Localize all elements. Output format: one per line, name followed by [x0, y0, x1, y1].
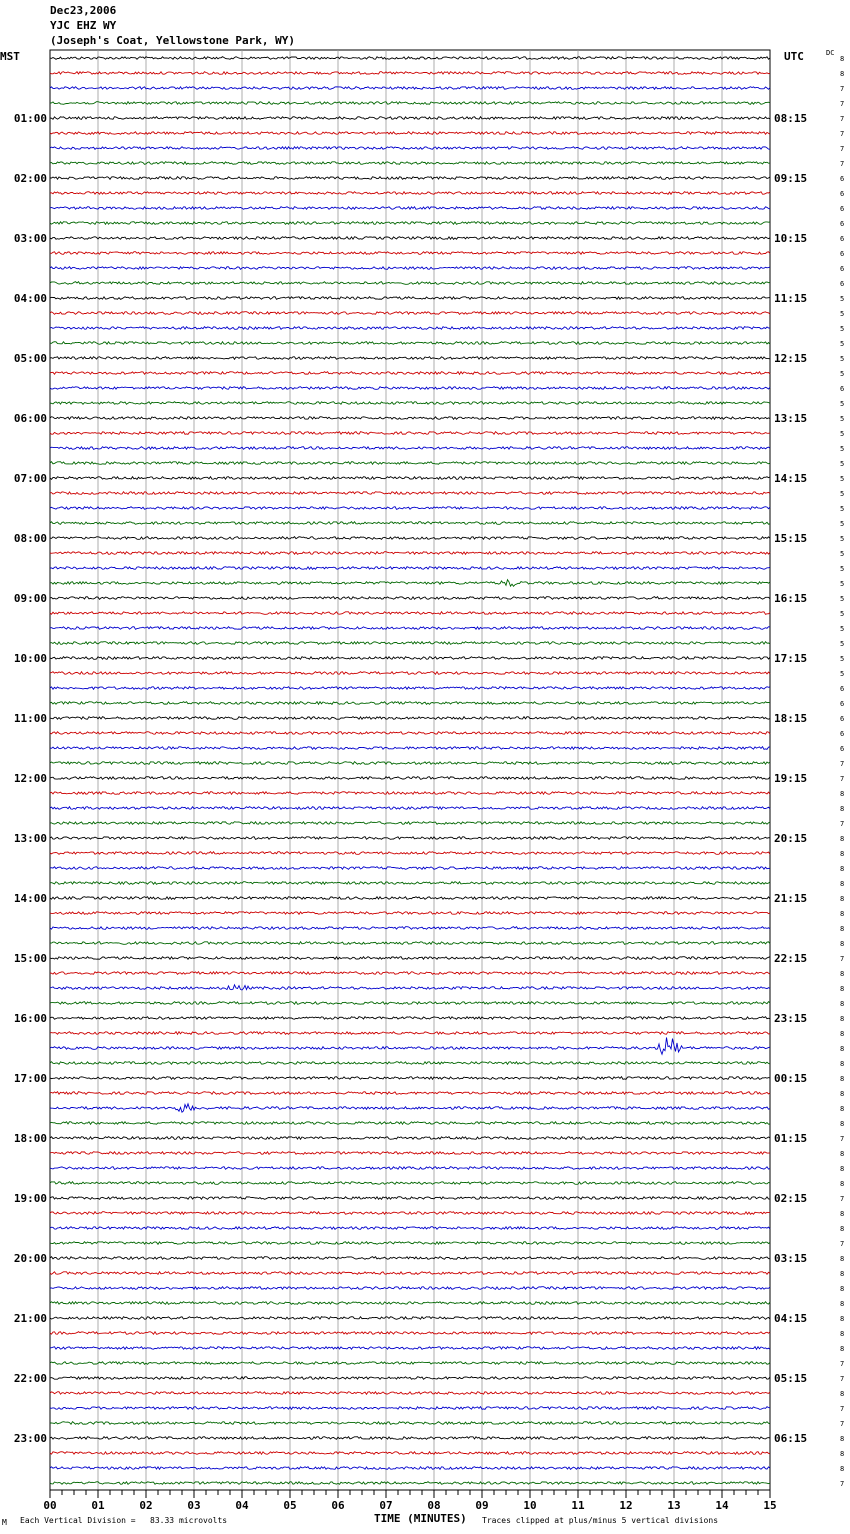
clip-value: 7 [840, 160, 845, 168]
clip-value: 5 [840, 415, 845, 423]
x-tick-label: 01 [91, 1499, 105, 1512]
clip-value: 7 [840, 85, 845, 93]
seismic-trace [50, 867, 770, 870]
clip-value: 8 [840, 1300, 845, 1308]
clip-value: 8 [840, 790, 845, 798]
station-code: YJC EHZ WY [50, 19, 117, 32]
seismic-trace [50, 1422, 770, 1425]
clip-value: 5 [840, 340, 845, 348]
clip-value: 5 [840, 310, 845, 318]
right-hour-label: 12:15 [774, 352, 808, 365]
clip-value: 6 [840, 730, 845, 738]
seismic-trace [50, 985, 770, 990]
clip-value: 5 [840, 325, 845, 333]
seismic-trace [50, 837, 770, 840]
clip-value: 7 [840, 145, 845, 153]
left-hour-label: 11:00 [13, 712, 47, 725]
seismic-trace [50, 957, 770, 960]
x-tick-label: 06 [331, 1499, 345, 1512]
left-hour-label: 07:00 [13, 472, 47, 485]
clip-value: 8 [840, 1315, 845, 1323]
seismic-trace [50, 1467, 770, 1470]
right-hour-label: 11:15 [774, 292, 808, 305]
seismic-trace [50, 477, 770, 480]
clip-value: 8 [840, 805, 845, 813]
clip-value: 5 [840, 295, 845, 303]
seismic-trace [50, 747, 770, 750]
seismic-trace [50, 1092, 770, 1095]
clip-note: Traces clipped at plus/minus 5 vertical divisions [482, 1516, 719, 1525]
clip-value: 5 [840, 490, 845, 498]
clip-value: 8 [840, 1105, 845, 1113]
clip-value: 6 [840, 280, 845, 288]
clip-value: 8 [840, 1120, 845, 1128]
clip-value: 8 [840, 1390, 845, 1398]
left-hour-label: 13:00 [13, 832, 47, 845]
seismic-trace [50, 1302, 770, 1305]
record-date: Dec23,2006 [50, 4, 117, 17]
seismic-trace [50, 252, 770, 255]
left-hour-label: 16:00 [13, 1012, 47, 1025]
seismic-trace [50, 1104, 770, 1112]
seismic-trace [50, 87, 770, 90]
left-hour-label: 05:00 [13, 352, 47, 365]
clip-value: 8 [840, 55, 845, 63]
clip-value: 8 [840, 880, 845, 888]
clip-value: 8 [840, 940, 845, 948]
seismic-trace [50, 807, 770, 810]
clip-value: 8 [840, 1255, 845, 1263]
seismic-trace [50, 192, 770, 195]
clip-value: 6 [840, 205, 845, 213]
right-hour-label: 15:15 [774, 532, 808, 545]
seismic-trace [50, 327, 770, 330]
clip-value: 5 [840, 565, 845, 573]
clip-value: 6 [840, 190, 845, 198]
clip-value: 7 [840, 1195, 845, 1203]
right-hour-label: 19:15 [774, 772, 808, 785]
right-hour-label: 13:15 [774, 412, 808, 425]
clip-value: 8 [840, 985, 845, 993]
clip-value: 7 [840, 130, 845, 138]
seismic-trace [50, 612, 770, 615]
clip-value: 5 [840, 535, 845, 543]
left-hour-label: 08:00 [13, 532, 47, 545]
scale-note: Each Vertical Division = 83.33 microvolts [20, 1516, 228, 1525]
left-hour-label: 12:00 [13, 772, 47, 785]
x-tick-label: 10 [523, 1499, 537, 1512]
seismic-trace [50, 1452, 770, 1455]
footer-mark: M [2, 1518, 7, 1527]
seismic-trace [50, 1212, 770, 1215]
seismic-trace [50, 57, 770, 60]
seismic-trace [50, 882, 770, 885]
clip-value: 8 [840, 1165, 845, 1173]
x-tick-label: 14 [715, 1499, 729, 1512]
left-hour-label: 02:00 [13, 172, 47, 185]
left-hour-label: 20:00 [13, 1252, 47, 1265]
left-hour-label: 21:00 [13, 1312, 47, 1325]
clip-value: 7 [840, 820, 845, 828]
seismic-trace [50, 1137, 770, 1140]
clip-value: 5 [840, 595, 845, 603]
right-hour-label: 08:15 [774, 112, 808, 125]
clip-value: 6 [840, 220, 845, 228]
seismic-trace [50, 237, 770, 240]
seismic-trace [50, 1077, 770, 1080]
seismic-trace [50, 297, 770, 300]
x-tick-label: 05 [283, 1499, 297, 1512]
x-tick-label: 03 [187, 1499, 201, 1512]
seismic-trace [50, 312, 770, 315]
clip-value: 5 [840, 610, 845, 618]
clip-value: 8 [840, 1210, 845, 1218]
clip-value: 6 [840, 685, 845, 693]
clip-value: 8 [840, 925, 845, 933]
clip-value: 7 [840, 1240, 845, 1248]
seismic-trace [50, 162, 770, 165]
right-hour-label: 00:15 [774, 1072, 808, 1085]
seismic-trace [50, 672, 770, 675]
seismic-trace [50, 537, 770, 540]
seismic-trace [50, 580, 770, 587]
clip-value: 8 [840, 1285, 845, 1293]
seismic-trace [50, 792, 770, 795]
x-tick-label: 08 [427, 1499, 441, 1512]
seismic-trace [50, 1407, 770, 1410]
clip-value: 8 [840, 1090, 845, 1098]
left-hour-label: 14:00 [13, 892, 47, 905]
seismic-trace [50, 1182, 770, 1185]
right-hour-label: 02:15 [774, 1192, 808, 1205]
seismic-trace [50, 1362, 770, 1365]
seismic-trace [50, 1167, 770, 1170]
clip-value: 8 [840, 1270, 845, 1278]
right-hour-label: 23:15 [774, 1012, 808, 1025]
left-hour-label: 06:00 [13, 412, 47, 425]
clip-value: 5 [840, 550, 845, 558]
right-hour-label: 18:15 [774, 712, 808, 725]
seismic-trace [50, 372, 770, 375]
seismic-trace [50, 1038, 770, 1055]
time-axis [43, 1490, 776, 1512]
clip-value: 8 [840, 1435, 845, 1443]
clip-value: 5 [840, 640, 845, 648]
right-hour-label: 01:15 [774, 1132, 808, 1145]
clip-value: 7 [840, 1480, 845, 1488]
clip-value: 8 [840, 1045, 845, 1053]
seismic-trace [50, 1227, 770, 1230]
station-location: (Joseph's Coat, Yellowstone Park, WY) [50, 34, 296, 47]
clip-value: 5 [840, 580, 845, 588]
seismic-trace [50, 702, 770, 705]
seismic-trace [50, 1032, 770, 1035]
right-hour-label: 09:15 [774, 172, 808, 185]
seismic-trace [50, 627, 770, 630]
seismic-trace [50, 1377, 770, 1380]
seismic-trace [50, 1272, 770, 1275]
clip-value: 5 [840, 460, 845, 468]
seismic-trace [50, 207, 770, 210]
right-hour-label: 22:15 [774, 952, 808, 965]
right-hour-label: 05:15 [774, 1372, 808, 1385]
left-hour-label: 22:00 [13, 1372, 47, 1385]
left-hour-label: 03:00 [13, 232, 47, 245]
seismic-trace [50, 1257, 770, 1260]
clip-value: 7 [840, 1360, 845, 1368]
seismic-trace [50, 687, 770, 690]
x-tick-label: 13 [667, 1499, 681, 1512]
seismic-trace [50, 1062, 770, 1065]
clip-value: 7 [840, 100, 845, 108]
seismic-trace [50, 222, 770, 225]
seismic-trace [50, 1017, 770, 1020]
clip-value: 6 [840, 235, 845, 243]
seismic-trace [50, 1152, 770, 1155]
x-tick-label: 09 [475, 1499, 489, 1512]
right-hour-label: 03:15 [774, 1252, 808, 1265]
dc-label: DC [826, 49, 835, 57]
clip-value: 7 [840, 955, 845, 963]
clip-value: 8 [840, 970, 845, 978]
left-hour-label: 23:00 [13, 1432, 47, 1445]
seismic-trace [50, 897, 770, 900]
clip-value: 5 [840, 655, 845, 663]
seismic-trace [50, 402, 770, 405]
clip-value: 7 [840, 1135, 845, 1143]
seismic-trace [50, 852, 770, 855]
seismic-trace [50, 177, 770, 180]
left-hour-label: 04:00 [13, 292, 47, 305]
seismic-trace [50, 777, 770, 780]
clip-value: 5 [840, 475, 845, 483]
clip-value: 5 [840, 520, 845, 528]
clip-value: 6 [840, 265, 845, 273]
left-hour-label: 17:00 [13, 1072, 47, 1085]
clip-value: 5 [840, 400, 845, 408]
clip-value: 7 [840, 775, 845, 783]
clip-value: 8 [840, 1330, 845, 1338]
seismic-trace [50, 1002, 770, 1005]
left-hour-label: 09:00 [13, 592, 47, 605]
x-tick-label: 07 [379, 1499, 393, 1512]
right-hour-label: 06:15 [774, 1432, 808, 1445]
clip-value: 8 [840, 1000, 845, 1008]
x-tick-label: 12 [619, 1499, 633, 1512]
seismic-trace [50, 282, 770, 285]
seismic-trace [50, 762, 770, 765]
clip-value: 8 [840, 1015, 845, 1023]
right-hour-label: 14:15 [774, 472, 808, 485]
right-hour-label: 20:15 [774, 832, 808, 845]
left-hour-label: 15:00 [13, 952, 47, 965]
seismic-trace [50, 357, 770, 360]
seismic-trace [50, 1317, 770, 1320]
clip-value: 8 [840, 835, 845, 843]
seismic-trace [50, 567, 770, 570]
trace-group [50, 57, 770, 1485]
seismic-trace [50, 552, 770, 555]
seismic-trace [50, 447, 770, 450]
clip-value: 5 [840, 370, 845, 378]
seismic-trace [50, 267, 770, 270]
clip-value: 7 [840, 1375, 845, 1383]
clip-value: 5 [840, 505, 845, 513]
right-hour-label: 21:15 [774, 892, 808, 905]
seismic-trace [50, 1197, 770, 1200]
seismic-trace [50, 1287, 770, 1290]
x-axis-label: TIME (MINUTES) [374, 1512, 467, 1525]
right-hour-label: 10:15 [774, 232, 808, 245]
clip-value: 7 [840, 760, 845, 768]
x-tick-label: 11 [571, 1499, 585, 1512]
clip-value: 6 [840, 385, 845, 393]
seismic-trace [50, 342, 770, 345]
seismic-trace [50, 117, 770, 120]
seismic-trace [50, 927, 770, 930]
clip-value: 8 [840, 1345, 845, 1353]
clip-value: 7 [840, 1420, 845, 1428]
clip-value: 8 [840, 1060, 845, 1068]
seismic-trace [50, 717, 770, 720]
seismic-trace [50, 642, 770, 645]
clip-value: 6 [840, 700, 845, 708]
seismic-trace [50, 1332, 770, 1335]
clip-value: 8 [840, 850, 845, 858]
right-hour-label: 16:15 [774, 592, 808, 605]
left-hour-label: 01:00 [13, 112, 47, 125]
seismic-trace [50, 72, 770, 75]
clip-value: 8 [840, 910, 845, 918]
clip-value: 6 [840, 250, 845, 258]
x-tick-label: 00 [43, 1499, 57, 1512]
seismic-trace [50, 387, 770, 390]
seismic-trace [50, 732, 770, 735]
seismic-trace [50, 1122, 770, 1125]
right-hour-label: 17:15 [774, 652, 808, 665]
x-tick-label: 04 [235, 1499, 249, 1512]
clip-value: 8 [840, 70, 845, 78]
seismic-trace [50, 1392, 770, 1395]
clip-value: 8 [840, 1450, 845, 1458]
seismic-trace [50, 462, 770, 465]
seismic-trace [50, 147, 770, 150]
clip-value: 5 [840, 625, 845, 633]
seismic-trace [50, 597, 770, 600]
clip-value: 6 [840, 175, 845, 183]
seismic-trace [50, 492, 770, 495]
seismic-trace [50, 912, 770, 915]
seismic-trace [50, 822, 770, 825]
clip-value: 5 [840, 355, 845, 363]
clip-value: 8 [840, 1030, 845, 1038]
seismic-trace [50, 1482, 770, 1485]
seismic-trace [50, 1437, 770, 1440]
clip-values [840, 55, 844, 1488]
right-hour-label: 04:15 [774, 1312, 808, 1325]
clip-value: 8 [840, 1180, 845, 1188]
x-tick-label: 02 [139, 1499, 153, 1512]
seismic-trace [50, 102, 770, 105]
x-tick-label: 15 [763, 1499, 777, 1512]
clip-value: 6 [840, 745, 845, 753]
seismic-trace [50, 132, 770, 135]
clip-value: 8 [840, 1465, 845, 1473]
clip-value: 7 [840, 1405, 845, 1413]
seismic-trace [50, 657, 770, 660]
seismic-trace [50, 972, 770, 975]
seismic-trace [50, 417, 770, 420]
seismic-trace [50, 522, 770, 525]
seismic-trace [50, 1347, 770, 1350]
seismic-trace [50, 1242, 770, 1245]
left-hour-label: 10:00 [13, 652, 47, 665]
clip-value: 5 [840, 445, 845, 453]
left-hour-labels [14, 112, 47, 1445]
clip-value: 8 [840, 865, 845, 873]
clip-value: 8 [840, 1150, 845, 1158]
seismic-trace [50, 507, 770, 510]
seismic-trace [50, 942, 770, 945]
clip-value: 6 [840, 715, 845, 723]
clip-value: 5 [840, 670, 845, 678]
right-timezone-label: UTC [784, 50, 804, 63]
clip-value: 8 [840, 1075, 845, 1083]
left-hour-label: 18:00 [13, 1132, 47, 1145]
clip-value: 7 [840, 115, 845, 123]
right-hour-labels [774, 112, 807, 1445]
seismic-trace [50, 432, 770, 435]
clip-value: 8 [840, 895, 845, 903]
left-hour-label: 19:00 [13, 1192, 47, 1205]
clip-value: 5 [840, 430, 845, 438]
left-timezone-label: MST [0, 50, 20, 63]
clip-value: 8 [840, 1225, 845, 1233]
